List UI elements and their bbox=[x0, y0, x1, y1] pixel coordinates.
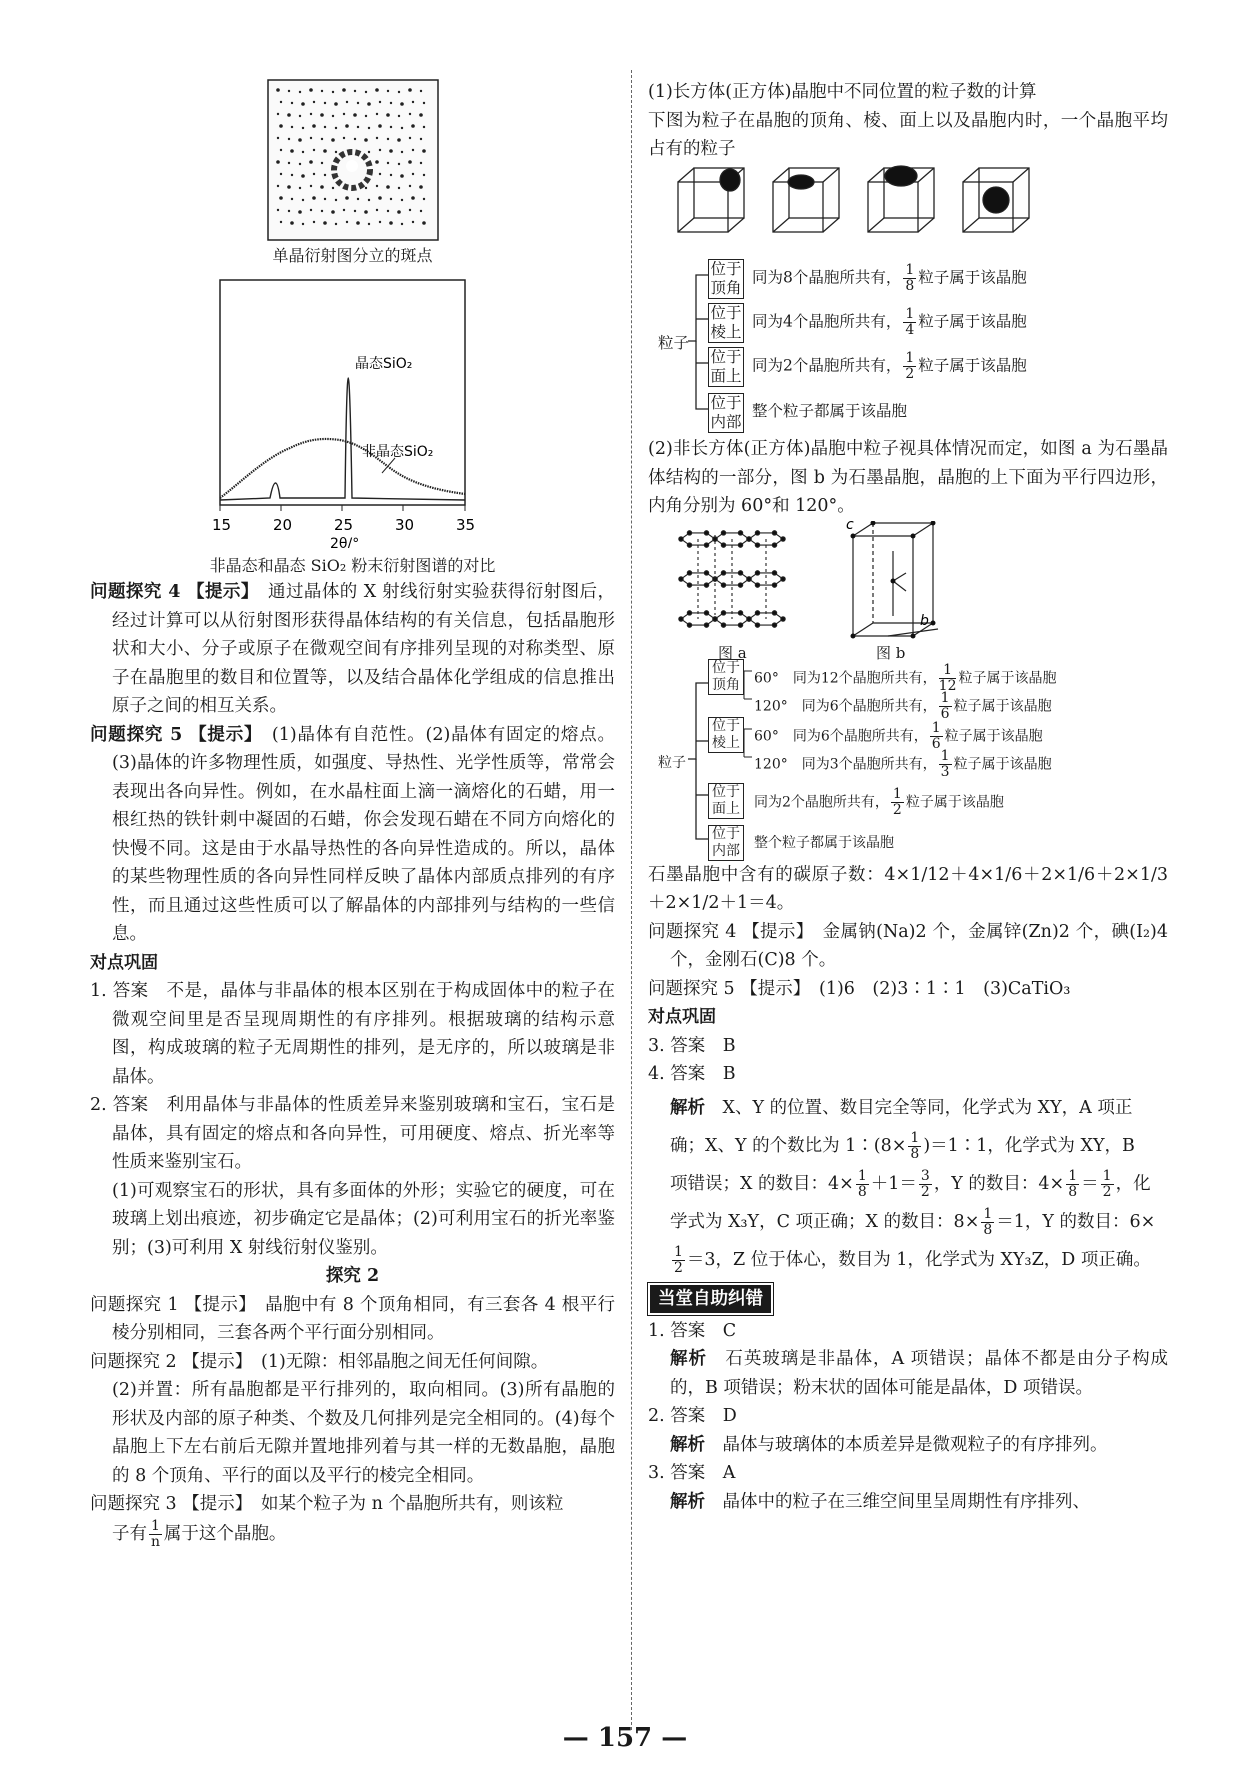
diffraction-spot bbox=[310, 185, 312, 187]
diffraction-spot bbox=[422, 221, 426, 225]
right-consolidate-heading: 对点巩固 bbox=[648, 1007, 716, 1027]
diffraction-spot bbox=[301, 174, 305, 178]
diffraction-spot bbox=[298, 210, 302, 214]
diffraction-spot bbox=[379, 101, 381, 103]
carbon-atom bbox=[721, 530, 725, 534]
carbon-atom bbox=[747, 536, 751, 540]
answer-2b: (1)可观察宝石的形状，具有多面体的外形；实验它的硬度，可在玻璃上划出痕迹，初步确定它是晶体；(2)可利用宝石的折光率鉴别；(3)可利用 X 射线衍射仪鉴别。 bbox=[112, 1180, 615, 1258]
diffraction-spot bbox=[312, 124, 316, 128]
diffraction-spot bbox=[310, 209, 312, 211]
diffraction-spot bbox=[280, 149, 282, 151]
carbon-atom bbox=[704, 542, 708, 546]
explore-q2b: (2)并置：所有晶胞都是平行排列的，取向相同。(3)所有晶胞的形状及内部的原子种类、个数及几何排列是完全相同的。(4)每个晶胞上下左右前后无隙并置地排列着与其一样的无数晶胞，晶胞的 8 个顶角、平行的面以及平行的棱完全相同。 bbox=[112, 1380, 615, 1486]
diffraction-spot bbox=[419, 113, 423, 117]
carbon-atom bbox=[679, 536, 683, 540]
tree-row-text: 同为2个晶胞所共有， $\frac{1}{2}$ 粒子属于该晶胞 bbox=[752, 350, 1027, 382]
consolidate-heading: 对点巩固 bbox=[90, 952, 158, 973]
tree-row-text: 同为4个晶胞所共有， $\frac{1}{4}$ 粒子属于该晶胞 bbox=[752, 306, 1027, 338]
diffraction-spot bbox=[401, 223, 403, 225]
diffraction-spot bbox=[313, 149, 315, 151]
diffraction-spot bbox=[412, 101, 414, 103]
diffraction-spot bbox=[302, 223, 304, 225]
diffraction-spot bbox=[375, 160, 379, 164]
page-number: — 157 — bbox=[562, 1723, 688, 1753]
carbon-atom bbox=[704, 622, 708, 626]
xtick: 30 bbox=[395, 516, 415, 534]
cube-interior bbox=[963, 168, 1029, 232]
diffraction-spot bbox=[320, 185, 324, 189]
carbon-atom bbox=[738, 622, 742, 626]
diffraction-spot bbox=[331, 138, 335, 142]
diffraction-spot bbox=[309, 88, 313, 92]
diffraction-spot bbox=[398, 115, 400, 117]
diffraction-spot bbox=[345, 196, 349, 200]
diffraction-spot bbox=[346, 101, 348, 103]
diffraction-spot bbox=[302, 199, 304, 201]
diffraction-spot bbox=[335, 127, 337, 129]
tree-box: 位于面上 bbox=[708, 783, 744, 819]
particle-tree-1 bbox=[648, 253, 1168, 435]
column-divider bbox=[631, 70, 632, 1730]
diffraction-spot bbox=[422, 149, 426, 153]
diffraction-spot bbox=[291, 198, 293, 200]
diffraction-spot bbox=[345, 124, 349, 128]
diffraction-spot bbox=[324, 174, 326, 176]
angle-label: 120° bbox=[754, 698, 788, 714]
diffraction-spot bbox=[310, 137, 312, 139]
diffraction-spot bbox=[364, 138, 368, 142]
diffraction-spot bbox=[400, 174, 404, 178]
diffraction-spot bbox=[277, 209, 279, 211]
right-q5: 问题探究 5 【提示】 (1)6 (2)3∶1∶1 (3)CaTiO₃ bbox=[648, 978, 1071, 999]
xtick: 35 bbox=[456, 516, 476, 534]
diffraction-spot bbox=[411, 124, 415, 128]
angle-label: 120° bbox=[754, 756, 788, 772]
diffraction-spot bbox=[376, 185, 378, 187]
answer-1: 1. 答案 不是，晶体与非晶体的根本区别在于构成固体中的粒子在微观空间里是否呈现周期性的有序排列。根据玻璃的结构示意图，构成玻璃的粒子无周期性的排列，是无序的，所以玻璃是非晶体。 bbox=[90, 981, 615, 1087]
diffraction-spot bbox=[419, 185, 423, 189]
diffraction-spot bbox=[287, 185, 291, 189]
tree-box: 位于顶角 bbox=[708, 659, 744, 695]
diffraction-spot bbox=[354, 210, 356, 212]
diffraction-spot bbox=[375, 88, 379, 92]
xrd-figure bbox=[90, 278, 615, 578]
diffraction-spot bbox=[379, 149, 381, 151]
diffraction-spot bbox=[313, 173, 315, 175]
carbon-atom bbox=[755, 530, 759, 534]
right-column bbox=[648, 78, 1168, 1516]
carbon-atom bbox=[772, 610, 776, 614]
diffraction-spot bbox=[324, 198, 326, 200]
carbon-atom bbox=[738, 582, 742, 586]
diffraction-spot bbox=[368, 199, 370, 201]
diffraction-spot bbox=[291, 102, 293, 104]
crystalline-curve bbox=[220, 378, 465, 500]
graphite-structure bbox=[648, 521, 1168, 641]
right-q4: 问题探究 4 【提示】 金属钠(Na)2 个，金属锌(Zn)2 个，碘(I₂)4 个，金刚石(C)8 个。 bbox=[648, 921, 1168, 970]
tree-box: 位于棱上 bbox=[708, 303, 744, 343]
diffraction-spot bbox=[420, 210, 422, 212]
diffraction-spot bbox=[398, 91, 400, 93]
crystal-label: 晶态SiO₂ bbox=[355, 356, 413, 372]
diffraction-spot bbox=[368, 151, 370, 153]
b-answer-3: 3. 答案 A bbox=[648, 1463, 736, 1483]
diffraction-spot bbox=[376, 113, 378, 115]
diffraction-spot bbox=[412, 149, 414, 151]
carbon-atom bbox=[747, 616, 751, 620]
diffraction-spot bbox=[299, 91, 301, 93]
diffraction-spot bbox=[423, 102, 425, 104]
axis-c-label: c bbox=[846, 520, 854, 533]
diffraction-spot bbox=[401, 199, 403, 201]
diffraction-spot bbox=[332, 91, 334, 93]
diffraction-spot bbox=[334, 102, 338, 106]
diffraction-spot bbox=[299, 163, 301, 165]
diffraction-spot bbox=[357, 198, 359, 200]
carbon-atom bbox=[721, 610, 725, 614]
carbon-atom bbox=[781, 576, 785, 580]
diffraction-spot bbox=[324, 126, 326, 128]
diffraction-spot bbox=[290, 149, 294, 153]
carbon-atom bbox=[738, 542, 742, 546]
diffraction-spot bbox=[335, 223, 337, 225]
xtick: 25 bbox=[334, 516, 354, 534]
diffraction-spot bbox=[324, 102, 326, 104]
particle-tree-2 bbox=[648, 661, 1168, 861]
carbon-atom bbox=[772, 622, 776, 626]
diffraction-spot bbox=[290, 221, 294, 225]
diffraction-spot bbox=[389, 149, 393, 153]
diffraction-spot bbox=[276, 88, 280, 92]
carbon-atom bbox=[704, 530, 708, 534]
diffraction-spot bbox=[357, 102, 359, 104]
x-axis-label: 2θ/° bbox=[330, 536, 360, 548]
tree-box: 位于内部 bbox=[708, 393, 744, 433]
carbon-atom bbox=[713, 616, 717, 620]
diffraction-spot bbox=[331, 210, 335, 214]
diffraction-spot bbox=[302, 127, 304, 129]
carbon-atom bbox=[772, 530, 776, 534]
tree-box: 位于面上 bbox=[708, 347, 744, 387]
diffraction-spot bbox=[280, 101, 282, 103]
diffraction-spot bbox=[408, 88, 412, 92]
diffraction-spot bbox=[288, 90, 290, 92]
diffraction-spot bbox=[387, 138, 389, 140]
diffraction-spot bbox=[321, 210, 323, 212]
tree2-root: 粒子 bbox=[658, 754, 686, 771]
diffraction-spot bbox=[320, 113, 324, 117]
q4-tag: 问题探究 4 【提示】 bbox=[90, 582, 251, 602]
diffraction-spot bbox=[288, 138, 290, 140]
carbon-atom bbox=[747, 576, 751, 580]
diffraction-spot bbox=[397, 210, 401, 214]
carbon-atom bbox=[755, 610, 759, 614]
xtick: 15 bbox=[212, 516, 232, 534]
diffraction-spot bbox=[379, 221, 381, 223]
right-para-2: (2)非长方体(正方体)晶胞中粒子视具体情况而定，如图 a 为石墨晶体结构的一部分，图 b 为石墨晶胞，晶胞的上下面为平行四边形，内角分别为 60°和 120°。 bbox=[648, 439, 1168, 516]
carbon-atom bbox=[772, 582, 776, 586]
diffraction-spot bbox=[368, 127, 370, 129]
diffraction-spot bbox=[343, 113, 345, 115]
diffraction-spot bbox=[423, 198, 425, 200]
diffraction-spot bbox=[411, 196, 415, 200]
answer-2: 2. 答案 利用晶体与非晶体的性质差异来鉴别玻璃和宝石，宝石是晶体，具有固定的熔点和各向异性，可用硬度、熔点、折光率等性质来鉴别宝石。 bbox=[90, 1095, 615, 1172]
b-analysis-1: 解析 石英玻璃是非晶体，A 项错误；晶体不都是由分子构成的，B 项错误；粉末状的固体可能是晶体，D 项错误。 bbox=[670, 1349, 1169, 1398]
diffraction-spot bbox=[357, 126, 359, 128]
carbon-atom bbox=[781, 616, 785, 620]
single-crystal-figure bbox=[90, 78, 615, 278]
carbon-atom bbox=[687, 622, 691, 626]
carbon-atom bbox=[738, 610, 742, 614]
right-intro: 下图为粒子在晶胞的顶角、棱、面上以及晶胞内时，一个晶胞平均占有的粒子 bbox=[648, 110, 1168, 159]
carbon-atom bbox=[755, 570, 759, 574]
tree-row-text: 同为2个晶胞所共有， $\frac{1}{2}$ 粒子属于该晶胞 bbox=[754, 785, 1004, 818]
diffraction-spot bbox=[364, 210, 368, 214]
carbon-atom bbox=[679, 576, 683, 580]
graphite-figures bbox=[648, 521, 1168, 661]
diffraction-spot bbox=[376, 137, 378, 139]
diffraction-spot bbox=[390, 126, 392, 128]
tree-row-text: 60° 同为12个晶胞所共有， $\frac{1}{12}$ 粒子属于该晶胞 bbox=[754, 661, 1057, 694]
diffraction-spot bbox=[409, 113, 411, 115]
axis-b-label: b bbox=[920, 612, 929, 629]
explore-q1: 问题探究 1 【提示】 晶胞中有 8 个顶角相同，有三套各 4 根平行棱分别相同，三套各两个平行面分别相同。 bbox=[90, 1294, 615, 1343]
diffraction-spot bbox=[423, 174, 425, 176]
diffraction-spot bbox=[343, 137, 345, 139]
diffraction-spot bbox=[280, 173, 282, 175]
tree1-root: 粒子 bbox=[658, 334, 690, 352]
diffraction-spot bbox=[288, 162, 290, 164]
tree-row-text: 同为8个晶胞所共有， $\frac{1}{8}$ 粒子属于该晶胞 bbox=[752, 262, 1027, 294]
carbon-atom bbox=[772, 542, 776, 546]
diffraction-spot bbox=[279, 124, 283, 128]
diffraction-spot bbox=[277, 185, 279, 187]
diffraction-spot bbox=[332, 115, 334, 117]
tree-row-text: 120° 同为3个晶胞所共有， $\frac{1}{3}$ 粒子属于该晶胞 bbox=[754, 747, 1052, 780]
diffraction-spot bbox=[401, 127, 403, 129]
tree-row-text: 整个粒子都属于该晶胞 bbox=[754, 834, 894, 851]
diffraction-spot bbox=[400, 102, 404, 106]
fig1-caption: 单晶衍射图分立的斑点 bbox=[272, 246, 433, 265]
carbon-atom bbox=[755, 622, 759, 626]
analysis-4: 解析 X、Y 的位置、数目完全等同，化学式为 XY，A 项正 确；X、Y 的个数比为 1∶(8× $\frac{1}{8}$ )＝1∶1，化学式为 XY，B 项错误；X 的数目：4× $\frac{1}{8}$ ＋1＝ $\frac{3}{2}$ ，Y 的数目：4× $\frac{1}{8}$ ＝ $\frac{1}{2}$ ，化 学式为 X₃Y，C 项正确；X 的数目：8× $\frac{1}{8}$ ＝1，Y 的数目：6× $\frac{1}{2}$ ＝3，Z 位于体心，数目为 1，化学式为 XY₃Z，D 项正确。 bbox=[670, 1097, 1156, 1276]
carbon-atom bbox=[704, 610, 708, 614]
q5-text: (1)晶体有自范性。(2)晶体有固定的熔点。(3)晶体的许多物理性质，如强度、导热性、光学性质等，常常会表现出各向异性。例如，在水晶柱面上滴一滴熔化的石蜡，用一根红热的铁针刺中凝固的石蜡，你会发现石蜡在不同方向熔化的快慢不同。这是由于水晶导热性的各向异性造成的。所以，晶体的某些物理性质的各向异性同样反映了晶体内部质点排列的有序性，而且通过这些性质可以了解晶体的内部排列与结构的一些信息。 bbox=[112, 724, 615, 944]
diffraction-spot bbox=[346, 221, 348, 223]
carbon-atom bbox=[687, 530, 691, 534]
diffraction-spot bbox=[365, 187, 367, 189]
diffraction-spot bbox=[387, 162, 389, 164]
diffraction-spot bbox=[287, 113, 291, 117]
tree-row-text: 60° 同为6个晶胞所共有， $\frac{1}{6}$ 粒子属于该晶胞 bbox=[754, 719, 1043, 752]
diffraction-spot bbox=[335, 199, 337, 201]
diffraction-spot bbox=[298, 138, 302, 142]
page-number-value: 157 bbox=[597, 1723, 653, 1753]
fig-b-caption: 图 b bbox=[876, 643, 906, 662]
diffraction-spot bbox=[420, 90, 422, 92]
diffraction-spot bbox=[387, 90, 389, 92]
b-answer-2: 2. 答案 D bbox=[648, 1406, 737, 1426]
diffraction-spot bbox=[390, 198, 392, 200]
cube-vertex bbox=[678, 168, 744, 232]
diffraction-spot bbox=[420, 162, 422, 164]
diffraction-spot bbox=[378, 196, 382, 200]
q5-tag: 问题探究 5 【提示】 bbox=[90, 724, 254, 745]
fig-a-caption: 图 a bbox=[718, 643, 747, 662]
analysis-tag: 解析 bbox=[670, 1097, 705, 1118]
q4-paragraph bbox=[90, 578, 615, 721]
diffraction-spot bbox=[288, 210, 290, 212]
cube-face bbox=[868, 166, 934, 232]
diffraction-spot bbox=[412, 221, 414, 223]
b-analysis-3: 解析 晶体中的粒子在三维空间里呈周期性有序排列、 bbox=[670, 1491, 1090, 1512]
diffraction-spot bbox=[299, 187, 301, 189]
answer-4: 4. 答案 B bbox=[648, 1064, 736, 1084]
diffraction-spot bbox=[398, 163, 400, 165]
diffraction-spot bbox=[409, 185, 411, 187]
explore-q3: 问题探究 3 【提示】 如某个粒子为 n 个晶胞所共有，则该粒 bbox=[90, 1494, 564, 1514]
diffraction-spot bbox=[335, 151, 337, 153]
diffraction-spot bbox=[368, 223, 370, 225]
carbon-atom bbox=[755, 582, 759, 586]
diffraction-spot bbox=[276, 160, 280, 164]
diffraction-spot bbox=[309, 160, 313, 164]
diffraction-spot bbox=[423, 126, 425, 128]
carbon-atom bbox=[721, 570, 725, 574]
diffraction-spot bbox=[365, 115, 367, 117]
carbon-atom bbox=[687, 582, 691, 586]
diffraction-spot bbox=[310, 113, 312, 115]
diffraction-spot bbox=[409, 209, 411, 211]
diffraction-spot bbox=[279, 196, 283, 200]
diffraction-spot bbox=[354, 90, 356, 92]
self-correction-header: 当堂自助纠错 bbox=[650, 1285, 771, 1313]
b-answer-1: 1. 答案 C bbox=[648, 1320, 737, 1341]
tree-box: 位于棱上 bbox=[708, 717, 744, 753]
diffraction-spot bbox=[408, 160, 412, 164]
diffraction-spot bbox=[277, 137, 279, 139]
diffraction-spot bbox=[386, 185, 390, 189]
diffraction-spot bbox=[353, 113, 357, 117]
diffraction-spot bbox=[277, 113, 279, 115]
tree-row-text: 120° 同为6个晶胞所共有， $\frac{1}{6}$ 粒子属于该晶胞 bbox=[754, 689, 1052, 722]
diffraction-spot bbox=[354, 138, 356, 140]
tree-row-text: 整个粒子都属于该晶胞 bbox=[752, 402, 908, 420]
diffraction-spot bbox=[367, 102, 371, 106]
diffraction-spot bbox=[390, 174, 392, 176]
carbon-atom bbox=[687, 570, 691, 574]
diffraction-spot bbox=[398, 187, 400, 189]
carbon-atom bbox=[721, 542, 725, 546]
carbon-atom bbox=[721, 582, 725, 586]
explore-q2: 问题探究 2 【提示】 (1)无隙：相邻晶胞之间无任何间隙。 bbox=[90, 1351, 549, 1372]
angle-label: 60° bbox=[754, 728, 779, 744]
diffraction-spot bbox=[376, 209, 378, 211]
amorphous-label: 非晶态SiO₂ bbox=[362, 444, 434, 460]
fig2-caption: 非晶态和晶态 SiO₂ 粉末衍射图谱的对比 bbox=[209, 556, 496, 575]
diffraction-spot bbox=[397, 138, 401, 142]
carbon-atom bbox=[704, 582, 708, 586]
diffraction-spot bbox=[291, 174, 293, 176]
diffraction-spot bbox=[412, 173, 414, 175]
diffraction-spot bbox=[379, 173, 381, 175]
diffraction-spot bbox=[378, 124, 382, 128]
carbon-atom bbox=[721, 622, 725, 626]
diffraction-spot bbox=[401, 151, 403, 153]
xtick: 20 bbox=[273, 516, 293, 534]
explore-q3b: 子有 $\frac{1}{n}$ 属于这个晶胞。 bbox=[112, 1517, 287, 1550]
diffraction-spot bbox=[302, 151, 304, 153]
angle-label: 60° bbox=[754, 670, 779, 686]
diffraction-spot bbox=[387, 210, 389, 212]
carbon-atom bbox=[738, 570, 742, 574]
carbon-atom bbox=[781, 536, 785, 540]
carbon-atom bbox=[772, 570, 776, 574]
b-analysis-2: 解析 晶体与玻璃体的本质差异是微观粒子的有序排列。 bbox=[670, 1434, 1108, 1455]
xrd-chart bbox=[90, 278, 615, 548]
diffraction-spot bbox=[313, 101, 315, 103]
carbon-atom bbox=[679, 616, 683, 620]
cube-edge bbox=[773, 168, 839, 232]
carbon-atom bbox=[704, 570, 708, 574]
diffraction-spot bbox=[420, 138, 422, 140]
tree-box: 位于内部 bbox=[708, 825, 744, 861]
cube-diagrams bbox=[648, 164, 1168, 244]
diffraction-spot bbox=[321, 162, 323, 164]
diffraction-spot bbox=[321, 138, 323, 140]
diffraction-spot bbox=[389, 221, 393, 225]
diffraction-spot bbox=[323, 221, 327, 225]
right-heading-1: (1)长方体(正方体)晶胞中不同位置的粒子数的计算 bbox=[648, 82, 1037, 102]
q5-paragraph bbox=[90, 721, 615, 949]
left-column bbox=[90, 78, 615, 1550]
carbon-atom bbox=[687, 610, 691, 614]
carbon-atom bbox=[738, 530, 742, 534]
carbon-count: 石墨晶胞中含有的碳原子数：4×1/12＋4×1/6＋2×1/6＋2×1/3＋2×1/2＋1＝4。 bbox=[648, 864, 1168, 913]
diffraction-spot bbox=[343, 209, 345, 211]
answer-3: 3. 答案 B bbox=[648, 1035, 736, 1056]
tree-box: 位于顶角 bbox=[708, 259, 744, 299]
diffraction-spot bbox=[409, 137, 411, 139]
diffraction-spot bbox=[280, 221, 282, 223]
diffraction-spot bbox=[301, 102, 305, 106]
diffraction-spot bbox=[291, 126, 293, 128]
explore-2-heading: 探究 2 bbox=[325, 1266, 380, 1286]
diffraction-spot bbox=[313, 221, 315, 223]
q4-text: 通过晶体的 X 射线衍射实验获得衍射图后，经过计算可以从衍射图形获得晶体结构的有关信息，包括晶胞形状和大小、分子或原子在微观空间有序排列呈现的对称类型、原子在晶胞里的数目和位置等，以及结合晶体化学组成的信息推出原子之间的相互关系。 bbox=[112, 582, 615, 716]
diffraction-spot bbox=[312, 196, 316, 200]
diffraction-spot bbox=[299, 115, 301, 117]
diffraction-spot bbox=[323, 149, 327, 153]
diffraction-spot bbox=[356, 221, 360, 225]
diffraction-spot bbox=[365, 91, 367, 93]
diffraction-spot bbox=[332, 187, 334, 189]
diffraction-spot bbox=[342, 88, 346, 92]
diffraction-spot bbox=[321, 90, 323, 92]
carbon-atom bbox=[755, 542, 759, 546]
diffraction-spot bbox=[386, 113, 390, 117]
diffraction-spot bbox=[390, 102, 392, 104]
carbon-atom bbox=[687, 542, 691, 546]
